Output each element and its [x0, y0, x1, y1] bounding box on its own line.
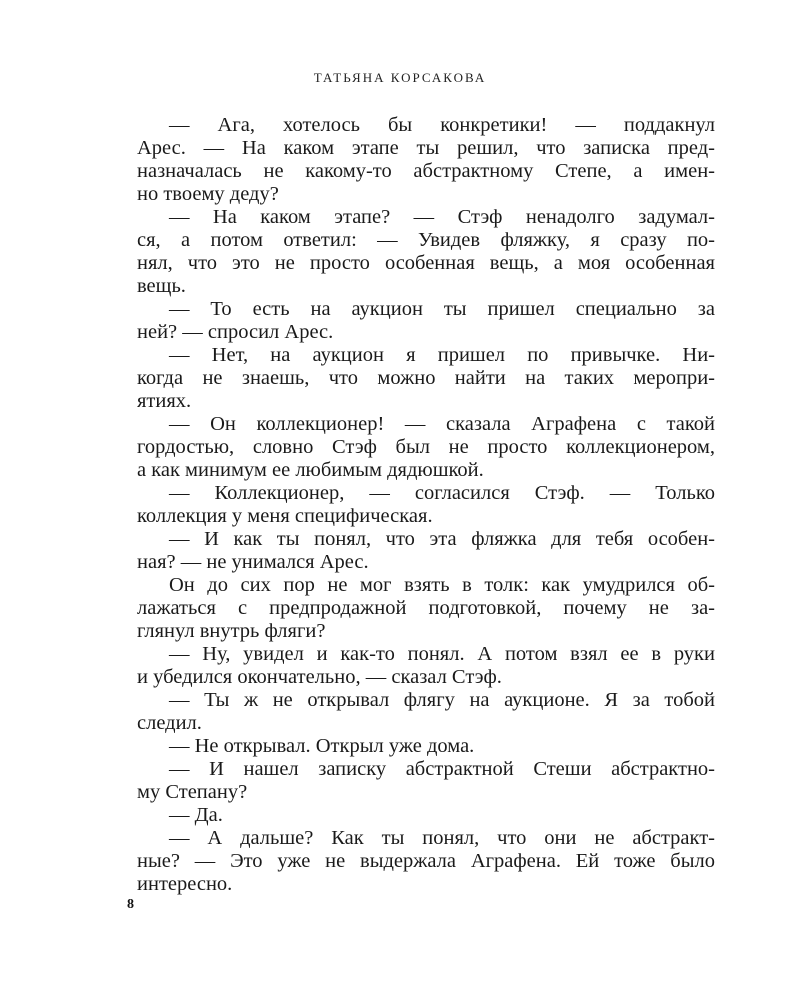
- text-line: ная? — не унимался Арес.: [137, 551, 369, 573]
- text-line: интересно.: [137, 873, 233, 895]
- text-line: но твоему деду?: [137, 183, 279, 205]
- text-line: — Он коллекционер! — сказала Аграфена с такой: [169, 413, 715, 435]
- text-line: Арес. — На каком этапе ты решил, что записка пред-: [137, 137, 715, 159]
- text-line: — Коллекционер, — согласился Стэф. — Только: [169, 482, 715, 504]
- text-line: — Ну, увидел и как-то понял. А потом взял ее в руки: [169, 643, 715, 665]
- text-line: ней? — спросил Арес.: [137, 321, 334, 343]
- text-line: когда не знаешь, что можно найти на таких меропри-: [137, 367, 715, 389]
- text-line: гордостью, словно Стэф был не просто коллекционером,: [137, 436, 715, 458]
- body-text: [137, 114, 715, 896]
- text-line: — Нет, на аукцион я пришел по привычке. Ни-: [169, 344, 715, 366]
- text-line: глянул внутрь фляги?: [137, 620, 326, 642]
- text-line: назначалась не какому-то абстрактному Степе, а имен-: [137, 160, 715, 182]
- page-number: 8: [127, 897, 134, 912]
- text-line: следил.: [137, 712, 202, 734]
- text-line: — Да.: [169, 804, 223, 826]
- text-line: — И как ты понял, что эта фляжка для тебя особен-: [169, 528, 715, 550]
- text-line: — А дальше? Как ты понял, что они не абстракт-: [169, 827, 715, 849]
- text-line: — Не открывал. Открыл уже дома.: [169, 735, 475, 757]
- text-line: Он до сих пор не мог взять в толк: как умудрился об-: [169, 574, 715, 596]
- text-line: ятиях.: [137, 390, 192, 412]
- text-line: — И нашел записку абстрактной Стеши абстрактно-: [169, 758, 715, 780]
- text-line: нял, что это не просто особенная вещь, а моя особенная: [137, 252, 715, 274]
- text-line: а как минимум ее любимым дядюшкой.: [137, 459, 484, 481]
- text-line: му Степану?: [137, 781, 248, 803]
- text-line: — Ты ж не открывал флягу на аукционе. Я за тобой: [169, 689, 715, 711]
- text-line: ся, а потом ответил: — Увидев фляжку, я сразу по-: [137, 229, 715, 251]
- running-title: ТАТЬЯНА КОРСАКОВА: [313, 70, 487, 85]
- text-line: — На каком этапе? — Стэф ненадолго задумал-: [169, 206, 715, 228]
- text-line: лажаться с предпродажной подготовкой, почему не за-: [137, 597, 715, 619]
- text-line: — То есть на аукцион ты пришел специально за: [169, 298, 715, 320]
- text-line: ные? — Это уже не выдержала Аграфена. Ей тоже было: [137, 850, 715, 872]
- text-line: коллекция у меня специфическая.: [137, 505, 433, 527]
- text-line: — Ага, хотелось бы конкретики! — поддакнул: [169, 114, 715, 136]
- text-line: и убедился окончательно, — сказал Стэф.: [137, 666, 502, 688]
- text-line: вещь.: [137, 275, 186, 297]
